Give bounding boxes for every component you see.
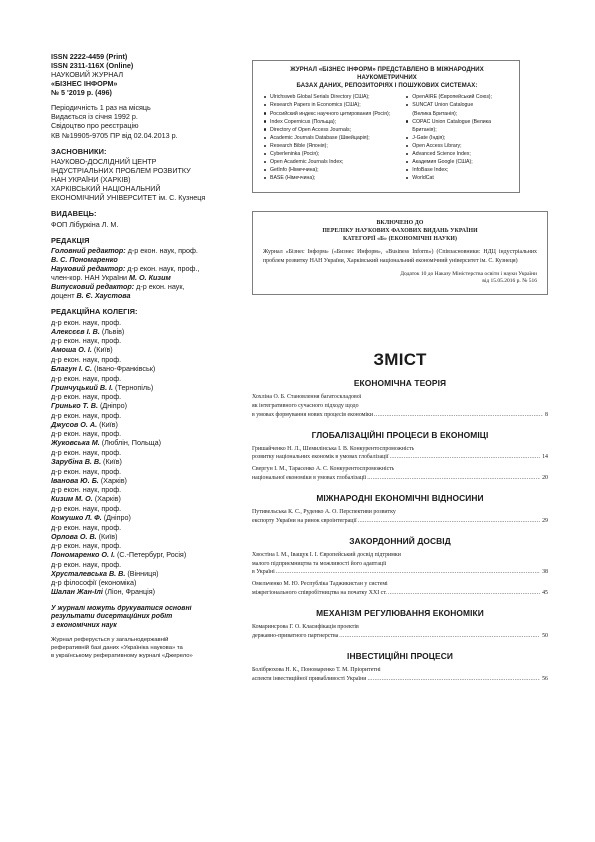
indexing-list-left (263, 93, 405, 182)
board-member-degree: д-р екон. наук, проф. (51, 317, 122, 327)
indexing-item: (Велика Британія); (412, 110, 458, 117)
board-member (51, 587, 239, 596)
board-member-degree: д-р екон. наук, проф. (51, 373, 122, 383)
board-member-name: Кожушко Л. Ф. (51, 512, 102, 522)
indexing-title-line: БАЗАХ ДАНИХ, РЕПОЗИТОРІЯХ І ПОШУКОВИХ СИСТЕМАХ: (296, 82, 478, 89)
board-member-degree: д-р екон. наук, проф. (51, 448, 122, 457)
toc-entry-text: національної економіки в умовах глобалізації (252, 475, 367, 482)
board-member-name: Шалан Жан-Ілі (51, 587, 103, 597)
board-member-degree: д-р екон. наук, проф. (51, 429, 122, 439)
toc-leader (276, 568, 540, 577)
toc-entry-line (252, 508, 548, 517)
board-member-city: (С.-Петербург, Росія) (114, 550, 187, 560)
toc-entry-line (252, 675, 548, 684)
toc-section (252, 608, 548, 641)
toc-page-number: 50 (542, 632, 548, 639)
toc-entry[interactable] (252, 465, 548, 483)
toc-leader (367, 474, 540, 483)
vak-title (263, 219, 537, 243)
indexing-title-line: ЖУРНАЛ «БІЗНЕС ІНФОРМ» ПРЕДСТАВЛЕНО В МІЖНАРОДНИХ НАУКОМЕТРИЧНИХ (290, 67, 484, 81)
editorial-heading: РЕДАКЦІЯ (51, 235, 90, 245)
toc-section-heading: МЕХАНІЗМ РЕГУЛЮВАННЯ ЕКОНОМІКИ (316, 608, 484, 619)
masthead-column (51, 52, 239, 661)
toc-entry-text: Болібрюхова Н. К., Пономаренко Т. М. Пріоритетні (252, 666, 381, 673)
editorial-degree: доцент (51, 291, 77, 301)
indexing-item: J-Gate (Індія); (405, 134, 511, 142)
board-member-city: (Тернопіль) (113, 382, 154, 392)
toc-entry-text: Хохліна О. Б. Становлення багатоскладової (252, 394, 362, 400)
indexing-item: SUNCAT Union Catalogue (405, 101, 511, 109)
frequency: Періодичність 1 раз на місяць (51, 103, 151, 113)
board-member (51, 569, 239, 578)
editorial-line (51, 282, 239, 291)
board-member-city: (Київ) (97, 419, 118, 429)
board-member (51, 420, 239, 429)
board-member-name: Орлова О. В. (51, 531, 97, 541)
toc-entry-line (252, 445, 548, 454)
toc-page-number: 56 (542, 675, 548, 682)
indexing-item: WorldCat (405, 174, 511, 182)
indexing-item: Академия Google (США); (405, 158, 511, 166)
toc-section-heading: ЗАКОРДОННИЙ ДОСВІД (349, 535, 451, 546)
editorial-role: Випусковий редактор: (51, 282, 135, 292)
toc-entry[interactable] (252, 623, 548, 641)
issn-print: ISSN 2222-4459 (Print) (51, 52, 128, 61)
toc-entry-text: Омельченко М. Ю. Республіка Таджикистан у системі (252, 581, 388, 588)
abstracting-note-line: в українському реферативному журналі «Джерело» (51, 653, 193, 660)
toc-entry-text: Хвостіна І. М., Іващук І. І. Європейський досвід підтримки (252, 551, 401, 558)
abstracting-note-line: реферативній базі даних «Україніка наукова» та (51, 645, 183, 652)
founder-line: НАН УКРАЇНИ (ХАРКІВ) (51, 175, 131, 185)
toc-section (252, 378, 548, 420)
board-member-degree: д-р екон. наук, проф. (51, 336, 122, 346)
indexing-item: Open Academic Journals Index; (263, 158, 405, 166)
toc-leader (374, 411, 543, 420)
toc-entry-text: міжрегіонального співробітництва на початку XXI ст. (252, 590, 387, 597)
board-member-degree: д-р філософії (економіка) (51, 578, 137, 588)
board-member-name: Зарубіна В. В. (51, 457, 102, 467)
board-member (51, 457, 239, 466)
board-member (51, 327, 239, 336)
editorial-degree: д-р екон. наук, (134, 282, 185, 292)
dissertation-note-line: з економічних наук (51, 622, 117, 630)
board-member-city: (Івано-Франківськ) (92, 363, 156, 373)
toc-entry[interactable] (252, 393, 548, 420)
board-member-degree: д-р екон. наук, проф. (51, 559, 122, 569)
indexing-title (263, 67, 511, 90)
toc-section (252, 430, 548, 483)
toc-leader (339, 632, 540, 641)
board-member (51, 494, 239, 503)
toc-entry-text: державно-приватного партнерства (252, 632, 339, 639)
toc-section (252, 493, 548, 526)
toc-sections (252, 378, 548, 683)
abstracting-note (51, 637, 239, 661)
vak-footer-line: від 15.05.2016 р. № 516 (482, 278, 537, 285)
board-member (51, 438, 239, 447)
toc-section-heading: МІЖНАРОДНІ ЕКОНОМІЧНІ ВІДНОСИНИ (316, 493, 484, 504)
registration-number: КВ №19905-9705 ПР від 02.04.2013 р. (51, 130, 178, 140)
toc-entry-line (252, 393, 548, 402)
toc-section-heading: ГЛОБАЛІЗАЦІЙНІ ПРОЦЕСИ В ЕКОНОМІЦІ (311, 429, 489, 440)
board-member-city: (Харків) (98, 475, 127, 485)
board-member (51, 532, 239, 541)
board-member-degree: д-р екон. наук, проф. (51, 541, 122, 551)
toc-entry-text: Комаринсрова Г. О. Класифікація проектів (252, 624, 359, 631)
editorial-line (51, 291, 239, 300)
toc-entry[interactable] (252, 666, 548, 684)
board-member-name: Хрусталевська В. В. (51, 568, 126, 578)
toc-leader (390, 453, 541, 462)
toc-entry[interactable] (252, 508, 548, 526)
board-member-degree: д-р екон. наук, проф. (51, 392, 122, 402)
founder-line: ІНДУСТРІАЛЬНИХ ПРОБЛЕМ РОЗВИТКУ (51, 165, 191, 175)
indexing-item: Advanced Science Index; (405, 150, 511, 158)
editorial-line (51, 264, 239, 273)
toc-entry-text: як інтегративного сучасного підходу щодо (252, 402, 359, 409)
board-member-name: Жуковська М. (51, 438, 100, 448)
vak-footer (263, 271, 537, 286)
contents-title: ЗМІСТ (373, 350, 427, 369)
vak-body: Журнал «Бізнес Інформ» («Бизнес Информ», «Business Inform») (Співзасновники: НДЦ індустріальних проблем розвитку НАН України, Харківський національний економічний університет ім. С. Кузнеця) (263, 249, 537, 264)
toc-leader (367, 675, 540, 684)
vak-title-line: КАТЕГОРІЇ «Б» (ЕКОНОМІЧНІ НАУКИ) (342, 236, 458, 243)
toc-entry-line (252, 666, 548, 675)
toc-entry-line (252, 474, 548, 483)
toc-entry-line (252, 568, 548, 577)
publisher-name: ФОП Лібуркіна Л. М. (51, 219, 119, 229)
toc-entry[interactable] (252, 551, 548, 578)
toc-entry-text: Гришайченко Н. Л., Шемилінська І. В. Конкурентоспроможність (252, 445, 415, 452)
toc-section-heading: ІНВЕСТИЦІЙНІ ПРОЦЕСИ (347, 650, 453, 661)
toc-page-number: 38 (542, 569, 548, 576)
editorial-role: Науковий редактор: (51, 264, 126, 274)
editorial-degree: д-р екон. наук, проф., (125, 264, 200, 274)
board-member (51, 550, 239, 559)
indexing-item: Index Copernicus (Польща); (263, 118, 405, 126)
board-member-degree: д-р екон. наук, проф. (51, 522, 122, 532)
board-member-degree: д-р екон. наук, проф. (51, 466, 122, 476)
board-member (51, 364, 239, 373)
founders-heading: ЗАСНОВНИКИ: (51, 146, 107, 156)
indexing-item: Open Access Library; (405, 142, 511, 150)
toc-section (252, 536, 548, 598)
toc-entry-text: в Україні (252, 569, 275, 576)
toc-entry-line (252, 623, 548, 632)
board-member-name: Благун І. С. (51, 363, 92, 373)
toc-entry-text: аспекти інвестиційної привабливості України (252, 675, 367, 682)
table-of-contents (252, 350, 548, 693)
board-member-name: Амоша О. І. (51, 345, 92, 355)
publication-info (51, 103, 239, 139)
board-member-name: Гринько Т. В. (51, 401, 98, 411)
toc-entry-text: розвитку національних економік в умовах глобалізації (252, 454, 389, 461)
board-member-city: (Дніпро) (101, 512, 131, 522)
journal-name: «БІЗНЕС ІНФОРМ» (51, 79, 118, 89)
dissertation-note-line: У журналі можуть друкуватися основні (51, 604, 192, 612)
editorial-name: В. Є. Хаустова (76, 291, 131, 301)
toc-entry-line (252, 453, 548, 462)
board-member-city: (Ліон, Франція) (102, 587, 155, 597)
toc-leader (388, 589, 540, 598)
toc-section (252, 651, 548, 684)
indexing-item: Directory of Open Access Journals; (263, 126, 405, 134)
toc-entry-text: малого підприємництва та можливості його адаптації (252, 560, 387, 567)
editorial-board-list (51, 318, 239, 597)
indexing-item: InfoBase Index; (405, 166, 511, 174)
indexing-item: Британія); (412, 126, 437, 133)
toc-entry-line (252, 465, 548, 474)
toc-entry[interactable] (252, 445, 548, 463)
toc-entry-line (252, 589, 548, 598)
founder-line: ХАРКІВСЬКИЙ НАЦІОНАЛЬНИЙ (51, 184, 161, 194)
board-member-name: Пономаренко О. І. (51, 550, 115, 560)
editorial-line (51, 273, 239, 282)
board-member-city: (Вінниця) (125, 568, 159, 578)
toc-page-number: 14 (542, 454, 548, 461)
toc-page-number: 8 (545, 411, 548, 418)
registration-label: Свідоцтво про реєстрацію (51, 121, 139, 131)
founder-line: НАУКОВО-ДОСЛІДНИЙ ЦЕНТР (51, 156, 157, 166)
toc-entry-text: Путивельська К. С., Руденко А. О. Перспективи розвитку (252, 509, 396, 516)
indexing-box (252, 60, 520, 193)
vak-footer-line: Додаток 10 до Наказу Міністерства освіти і науки України (400, 270, 537, 277)
editorial-degree: член-кор. НАН України (51, 273, 130, 283)
board-member (51, 345, 239, 354)
board-heading: РЕДАКЦІЙНА КОЛЕГІЯ: (51, 307, 138, 317)
toc-entry[interactable] (252, 580, 548, 598)
issn-online: ISSN 2311-116X (Online) (51, 61, 134, 71)
indexing-item: GetInfo (Німеччина); (263, 166, 405, 174)
board-member-city: (Київ) (101, 457, 122, 467)
toc-section-heading: ЕКОНОМІЧНА ТЕОРІЯ (353, 378, 447, 388)
editorial-line (51, 246, 239, 255)
vak-box (252, 211, 548, 295)
toc-entry-line (252, 411, 548, 420)
indexing-columns (263, 93, 511, 182)
journal-type: НАУКОВИЙ ЖУРНАЛ (51, 70, 124, 80)
indexing-item: Research Bible (Японія); (263, 142, 405, 150)
toc-entry-line (252, 402, 548, 411)
published-since: Видається із січня 1992 р. (51, 112, 138, 122)
indexing-item: BASE (Німеччина); (263, 174, 405, 182)
board-member-city: (Київ) (96, 531, 118, 541)
toc-entry-line (252, 632, 548, 641)
indexing-item: COPAC Union Catalogue (Велика (405, 118, 511, 126)
indexing-list-right (405, 93, 511, 182)
toc-entry-line (252, 560, 548, 569)
indexing-item: Research Papers in Economics (США); (263, 101, 405, 109)
toc-leader (358, 517, 540, 526)
board-member-city: (Київ) (91, 345, 113, 355)
editorial-name: М. О. Кизим (129, 273, 171, 283)
editorial-role: Головний редактор: (51, 245, 126, 255)
right-column (252, 60, 548, 295)
toc-entry-text: експорту України на ринок євроінтеграції (252, 517, 357, 524)
publisher-heading: ВИДАВЕЦЬ: (51, 209, 97, 219)
dissertation-note (51, 605, 239, 632)
toc-page-number: 29 (542, 517, 548, 524)
board-member-name: Іванова Ю. Б. (51, 475, 99, 485)
board-member-city: (Львів) (99, 326, 125, 336)
founders-list (51, 157, 239, 202)
toc-entry-text: в умовах формування нових процесів економіки (252, 411, 374, 418)
board-member-degree: д-р екон. наук, проф. (51, 503, 122, 513)
board-member-city: (Люблін, Польща) (99, 438, 162, 448)
board-member-city: (Дніпро) (97, 401, 128, 411)
board-member-degree: д-р екон. наук, проф. (51, 410, 122, 420)
founder-line: ЕКОНОМІЧНИЙ УНІВЕРСИТЕТ ім. С. Кузнеця (51, 193, 206, 203)
board-member (51, 383, 239, 392)
editorial-name: В. С. Пономаренко (51, 254, 118, 264)
editorial-list (51, 246, 239, 300)
board-member (51, 513, 239, 522)
vak-title-line: ПЕРЕЛІКУ НАУКОВИХ ФАХОВИХ ВИДАНЬ УКРАЇНИ (322, 228, 478, 235)
board-member-name: Гринчуцький В. І. (51, 382, 114, 392)
toc-page-number: 45 (542, 590, 548, 597)
editorial-line (51, 255, 239, 264)
dissertation-note-line: результати дисертаційних робіт (51, 613, 173, 621)
board-member-city: (Харків) (92, 494, 121, 504)
board-member-degree: д-р екон. наук, проф. (51, 354, 122, 364)
board-member-degree: д-р екон. наук, проф. (51, 485, 122, 495)
toc-page-number: 20 (542, 475, 548, 482)
indexing-item: Ulrichsweb Global Serials Directory (США); (263, 93, 405, 101)
indexing-item: Cyberleninka (Росія); (263, 150, 405, 158)
abstracting-note-line: Журнал реферується у загальнодержавній (51, 637, 169, 644)
indexing-item: Academic Journals Database (Швейцарія); (263, 134, 405, 142)
toc-entry-line (252, 517, 548, 526)
toc-entry-text: Свергун І. М., Тарасенко А. С. Конкурентоспроможність (252, 466, 395, 473)
toc-entry-line (252, 580, 548, 589)
board-member-name: Джусов О. А. (51, 419, 98, 429)
issue-number: № 5 '2019 р. (496) (51, 88, 112, 98)
indexing-item: Российский индекс научного цитирования (Росія); (263, 110, 405, 118)
board-member (51, 476, 239, 485)
indexing-item: OpenAIRE (Європейський Союз); (405, 93, 511, 101)
board-member-name: Кизим М. О. (51, 494, 93, 504)
toc-entry-line (252, 551, 548, 560)
issn-block (51, 52, 239, 97)
board-member (51, 401, 239, 410)
vak-title-line: ВКЛЮЧЕНО ДО (376, 220, 424, 227)
board-member-name: Алексєєв І. В. (51, 326, 100, 336)
editorial-degree: д-р екон. наук, проф. (125, 245, 198, 255)
